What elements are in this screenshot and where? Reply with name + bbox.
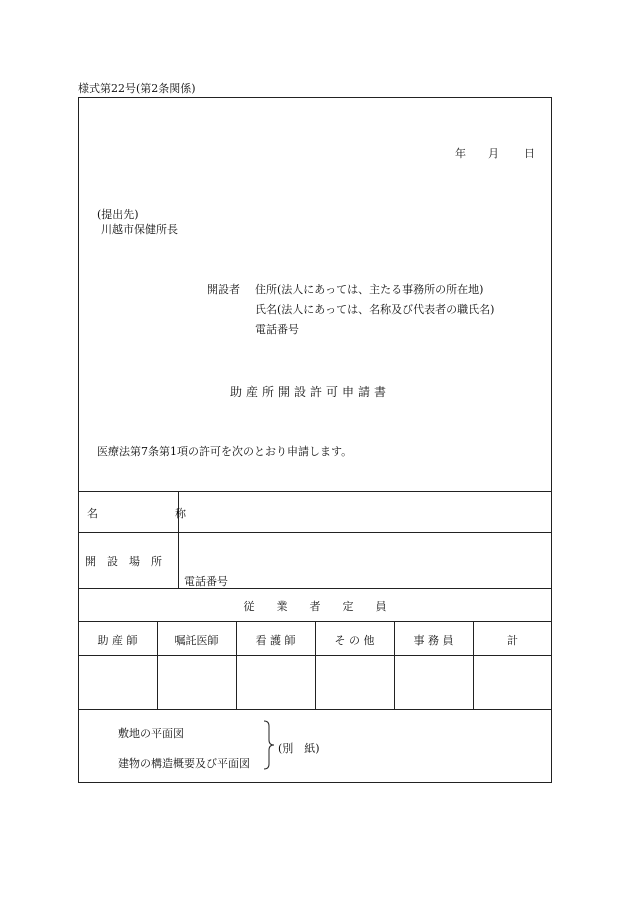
- location-label: 開 設 場 所: [85, 555, 162, 568]
- attachment-brace-icon: [262, 720, 276, 770]
- attachment-site-plan: 敷地の平面図: [118, 727, 184, 740]
- recipient-label: (提出先): [97, 208, 139, 221]
- recipient-name: 川越市保健所長: [101, 223, 178, 236]
- name-label: 名 称: [87, 507, 186, 520]
- staff-col-doctor: 嘱託医師: [174, 634, 219, 647]
- rule-staff-values: [78, 709, 552, 710]
- staff-col-other: そ の 他: [334, 634, 375, 647]
- applicant-role: 開設者: [207, 283, 240, 296]
- staff-col-clerk: 事 務 員: [413, 634, 454, 647]
- rule-name-row: [78, 532, 552, 533]
- staff-header: 従 業 者 定 員: [243, 600, 387, 613]
- date-year-label: 年: [455, 147, 466, 160]
- rule-location-row: [78, 588, 552, 589]
- date-month-label: 月: [488, 147, 499, 160]
- staff-col-total: 計: [507, 634, 518, 647]
- attachment-note: (別 紙): [278, 742, 320, 755]
- staff-col-midwife: 助 産 師: [97, 634, 138, 647]
- staff-col-nurse: 看 護 師: [255, 634, 296, 647]
- document-title: 助産所開設許可申請書: [230, 385, 391, 399]
- rule-top: [78, 491, 552, 492]
- application-statement: 医療法第7条第1項の許可を次のとおり申請します。: [97, 445, 353, 458]
- location-phone-label: 電話番号: [184, 575, 228, 588]
- form-number: 様式第22号(第2条関係): [78, 82, 196, 95]
- applicant-phone: 電話番号: [255, 323, 299, 336]
- attachment-building-plan: 建物の構造概要及び平面図: [118, 757, 250, 770]
- applicant-name: 氏名(法人にあっては、名称及び代表者の職氏名): [255, 303, 495, 316]
- date-day-label: 日: [524, 147, 535, 160]
- applicant-address: 住所(法人にあっては、主たる事務所の所在地): [255, 283, 484, 296]
